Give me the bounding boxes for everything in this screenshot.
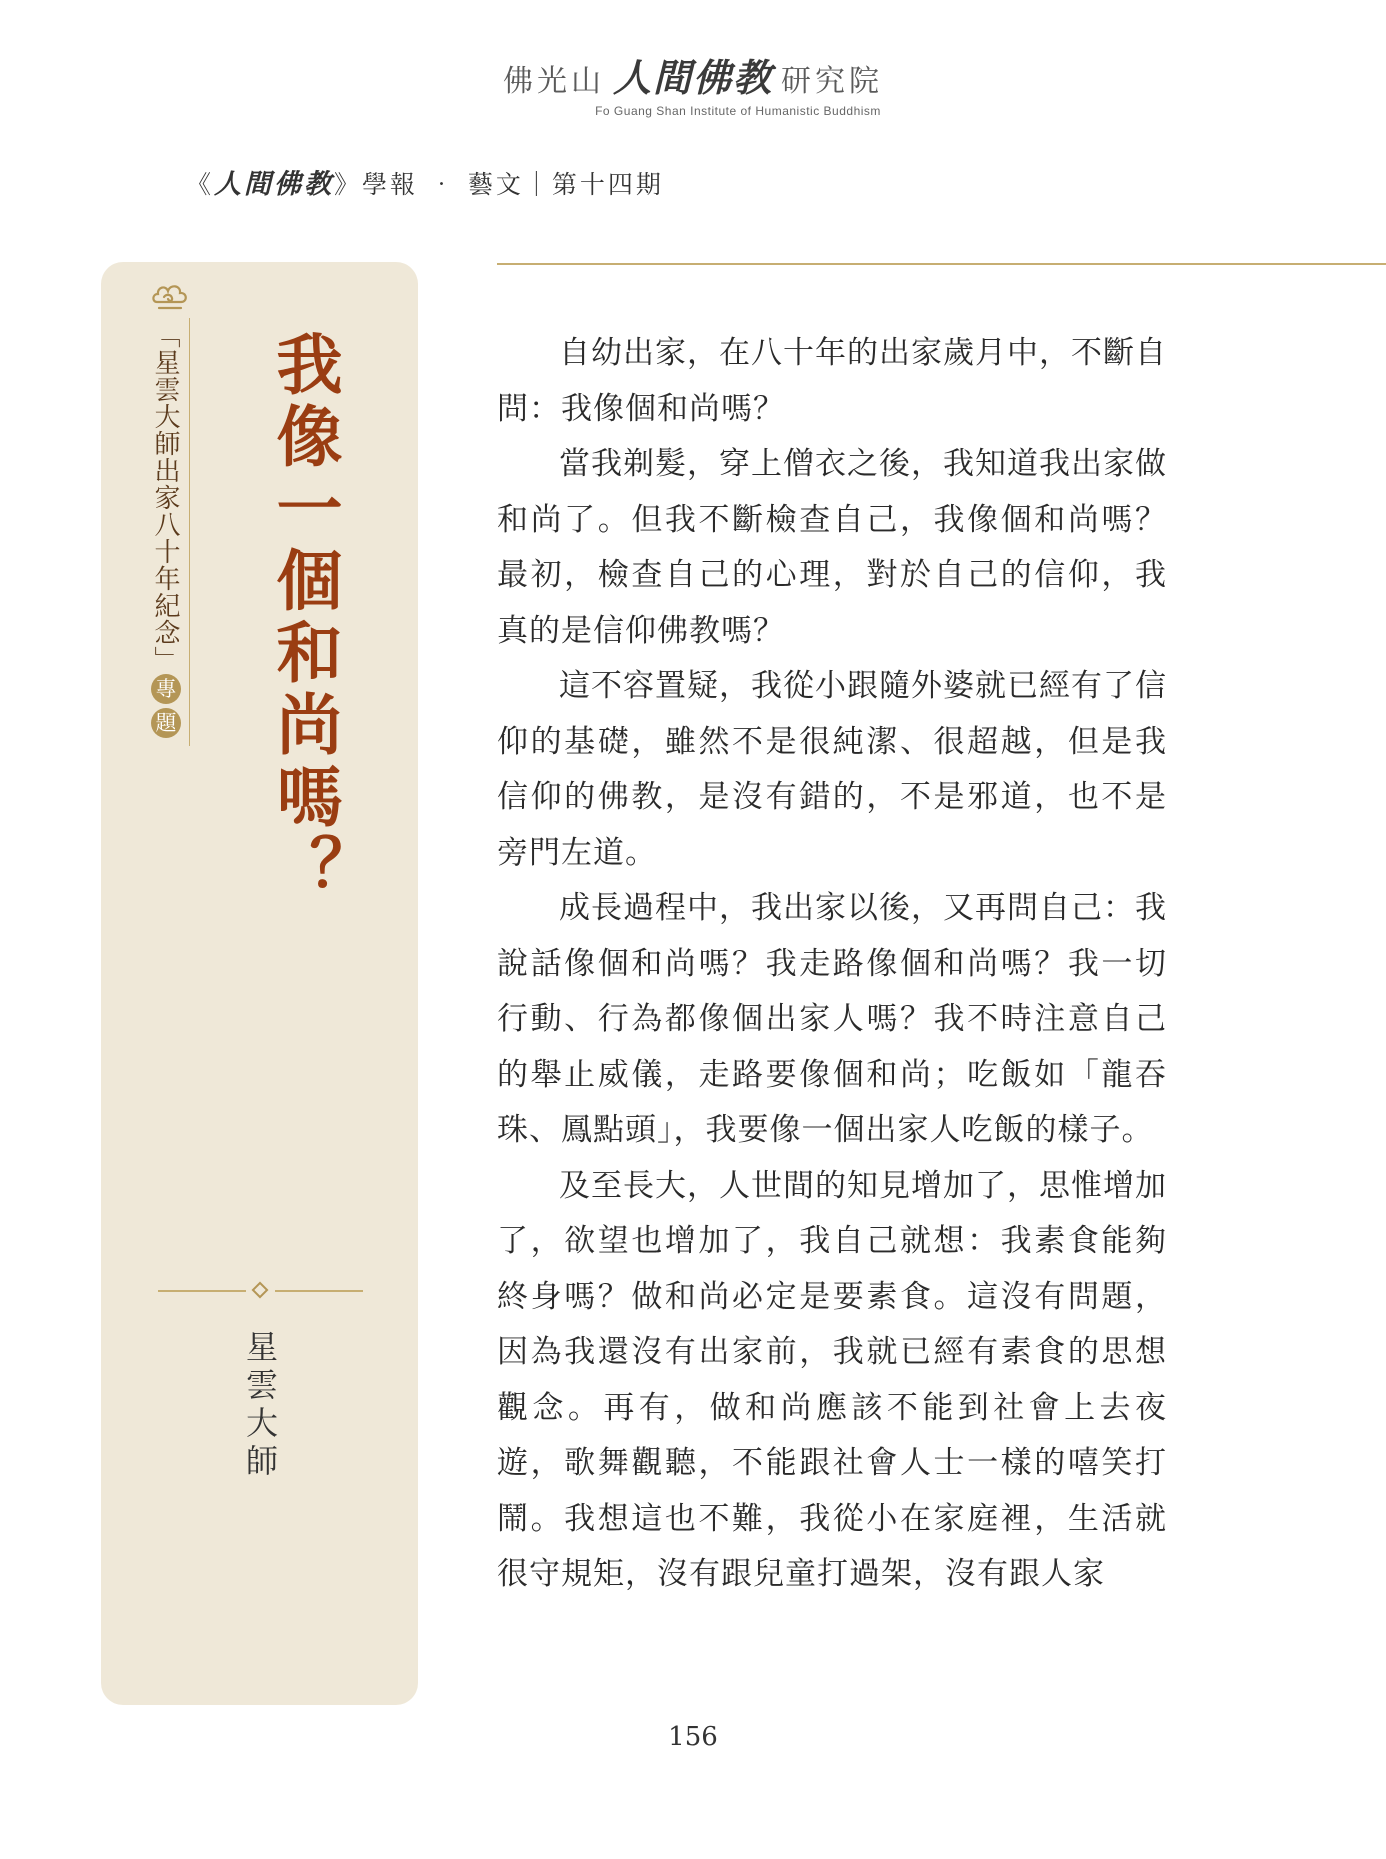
body-paragraph: 當我剃髮，穿上僧衣之後，我知道我出家做和尚了。但我不斷檢查自己，我像個和尚嗎？最初，檢查自己的心理，對於自己的信仰，我真的是信仰佛教嗎？ — [497, 446, 1167, 649]
page-number: 156 — [668, 1722, 718, 1752]
topic-badges — [151, 674, 181, 742]
special-topic-label: 「星雲大師出家八十年紀念」 — [150, 322, 180, 673]
journal-name: 人間佛教 — [214, 169, 335, 200]
article-title: 我像一個和尚嗎？ — [265, 330, 343, 906]
institute-name — [0, 55, 1386, 102]
journal-close-bracket: 》 — [334, 170, 363, 199]
topic-vertical-rule — [189, 318, 190, 746]
body-paragraph: 及至長大，人世間的知見增加了，思惟增加了，欲望也增加了，我自己就想：我素食能夠終身嗎？做和尚必定是要素食。這沒有問題，因為我還沒有出家前，我就已經有素食的思想觀念。再有，做和尚應該不能到社會上去夜遊，歌舞觀聽，不能跟社會人士一樣的嘻笑打鬧。我想這也不難，我從小在家庭裡，生活就很守規矩，沒有跟兒童打過架，沒有跟人家 — [497, 1167, 1167, 1592]
body-paragraph: 這不容置疑，我從小跟隨外婆就已經有了信仰的基礎，雖然不是很純潔、很超越，但是我信仰的佛教，是沒有錯的，不是邪道，也不是旁門左道。 — [497, 668, 1167, 871]
institute-english-name: Fo Guang Shan Institute of Humanistic Buddhism — [595, 104, 881, 118]
diamond-icon — [252, 1282, 269, 1299]
journal-issue: 學報 ‧ 藝文｜第十四期 — [362, 170, 664, 199]
author-divider — [158, 1285, 363, 1297]
institute-brand: 人間佛教 — [612, 55, 773, 100]
body-paragraph: 成長過程中，我出家以後，又再問自己：我說話像個和尚嗎？我走路像個和尚嗎？我一切行動、行為都像個出家人嗎？我不時注意自己的舉止威儀，走路要像個和尚；吃飯如「龍吞珠、鳳點頭」，我要像一個出家人吃飯的樣子。 — [497, 890, 1167, 1148]
journal-line — [186, 162, 664, 201]
institute-suffix: 研究院 — [781, 64, 883, 99]
header-rule — [497, 263, 1386, 265]
body-paragraph: 自幼出家，在八十年的出家歲月中，不斷自問：我像個和尚嗎？ — [497, 335, 1167, 427]
article-author: 星雲大師 — [241, 1330, 279, 1482]
institute-header — [0, 55, 1386, 118]
institute-prefix: 佛光山 — [502, 64, 605, 99]
divider-bar-right — [275, 1290, 363, 1292]
cloud-ornament-icon — [149, 272, 191, 314]
divider-bar-left — [158, 1290, 246, 1292]
journal-open-bracket: 《 — [186, 170, 215, 199]
article-body — [497, 326, 1167, 1603]
topic-badge: 專 — [151, 674, 181, 704]
topic-badge: 題 — [151, 708, 181, 738]
